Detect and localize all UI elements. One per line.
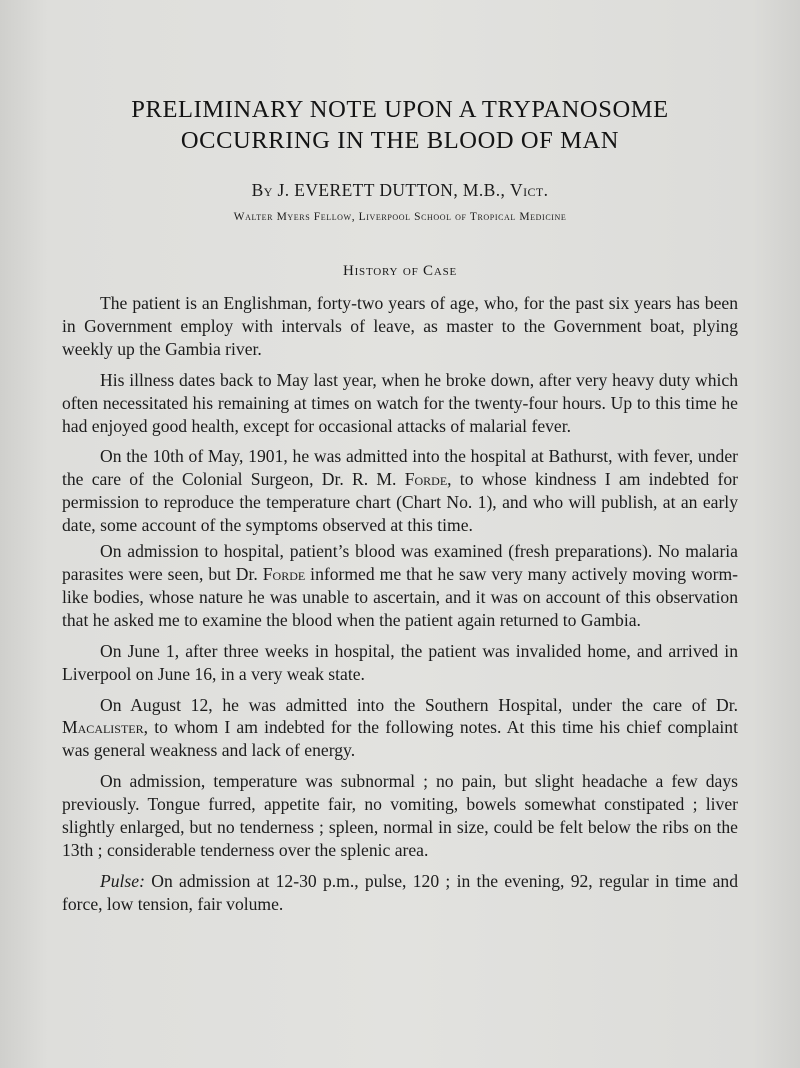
article-title-line-2: OCCURRING IN THE BLOOD OF MAN	[180, 127, 620, 154]
paragraph-3	[62, 445, 738, 537]
paragraph-8	[62, 870, 738, 916]
person-name-forde: Forde	[262, 563, 306, 584]
paragraph-2: His illness dates back to May last year, when he broke down, after very heavy duty which often necessitated his remaining at times on watch for the twenty-four hours. Up to this time he had enjoyed good health, except for occasional attacks of malarial fever.	[62, 369, 738, 436]
paragraph-6-text-a: On August 12, he was admitted into the Southern Hospital, under the care of Dr.	[100, 694, 738, 715]
author-degree-suffix: Vict.	[510, 180, 549, 200]
paragraph-3-text-b: , to whose kindness I am indebted for permission to reproduce the temperature chart (Chart No. 1), and who will publish, at an early date, some account of the symptoms observed at this time.	[62, 469, 738, 536]
paragraph-6-text-b: , to whom I am indebted for the following notes. At this time his chief complaint was general weakness and lack of energy.	[62, 717, 738, 761]
author-name: J. EVERETT DUTTON, M.B.,	[277, 180, 506, 200]
paragraph-5: On June 1, after three weeks in hospital, the patient was invalided home, and arrived in Liverpool on June 16, in a very weak state.	[62, 640, 738, 684]
paragraph-4-text-b: informed me that he saw very many actively moving worm-like bodies, whose nature he was unable to ascertain, and it was on account of this observation that he asked me to examine the blood when the patient again returned to Gambia.	[62, 563, 738, 630]
person-name-macalister: Macalister	[62, 717, 144, 738]
byline-prefix: By	[251, 180, 273, 200]
paragraph-8-text: On admission at 12-30 p.m., pulse, 120 ; in the evening, 92, regular in time and force, low tension, fair volume.	[62, 870, 738, 914]
paragraph-6	[62, 694, 738, 763]
section-heading: History of Case	[342, 263, 458, 279]
paragraph-4	[62, 540, 738, 632]
paragraph-7: On admission, temperature was subnormal ; no pain, but slight headache a few days previously. Tongue furred, appetite fair, no vomiting, bowels somewhat constipated ; liver slightly enlarged, but no tenderness ; spleen, normal in size, could be felt below the ribs on the 13th ; considerable tenderness over the splenic area.	[62, 771, 738, 860]
article-body	[62, 292, 738, 924]
author-byline	[60, 180, 740, 201]
author-affiliation: Walter Myers Fellow, Liverpool School of Tropical Medicine	[233, 211, 567, 223]
paragraph-3-text-a: On the 10th of May, 1901, he was admitted into the hospital at Bathurst, with fever, under the care of the Colonial Surgeon, Dr. R. M.	[62, 446, 738, 490]
pulse-label: Pulse:	[100, 870, 145, 891]
article-title-line-1: PRELIMINARY NOTE UPON A TRYPANOSOME	[131, 96, 669, 123]
paragraph-1: The patient is an Englishman, forty-two years of age, who, for the past six years has been in Government employ with intervals of leave, as master to the Government boat, plying weekly up the Gambia river.	[62, 293, 738, 359]
person-name-forde: Forde	[404, 469, 448, 490]
paragraph-4-text-a: On admission to hospital, patient’s blood was examined (fresh preparations). No malaria parasites were seen, but Dr.	[62, 541, 738, 584]
